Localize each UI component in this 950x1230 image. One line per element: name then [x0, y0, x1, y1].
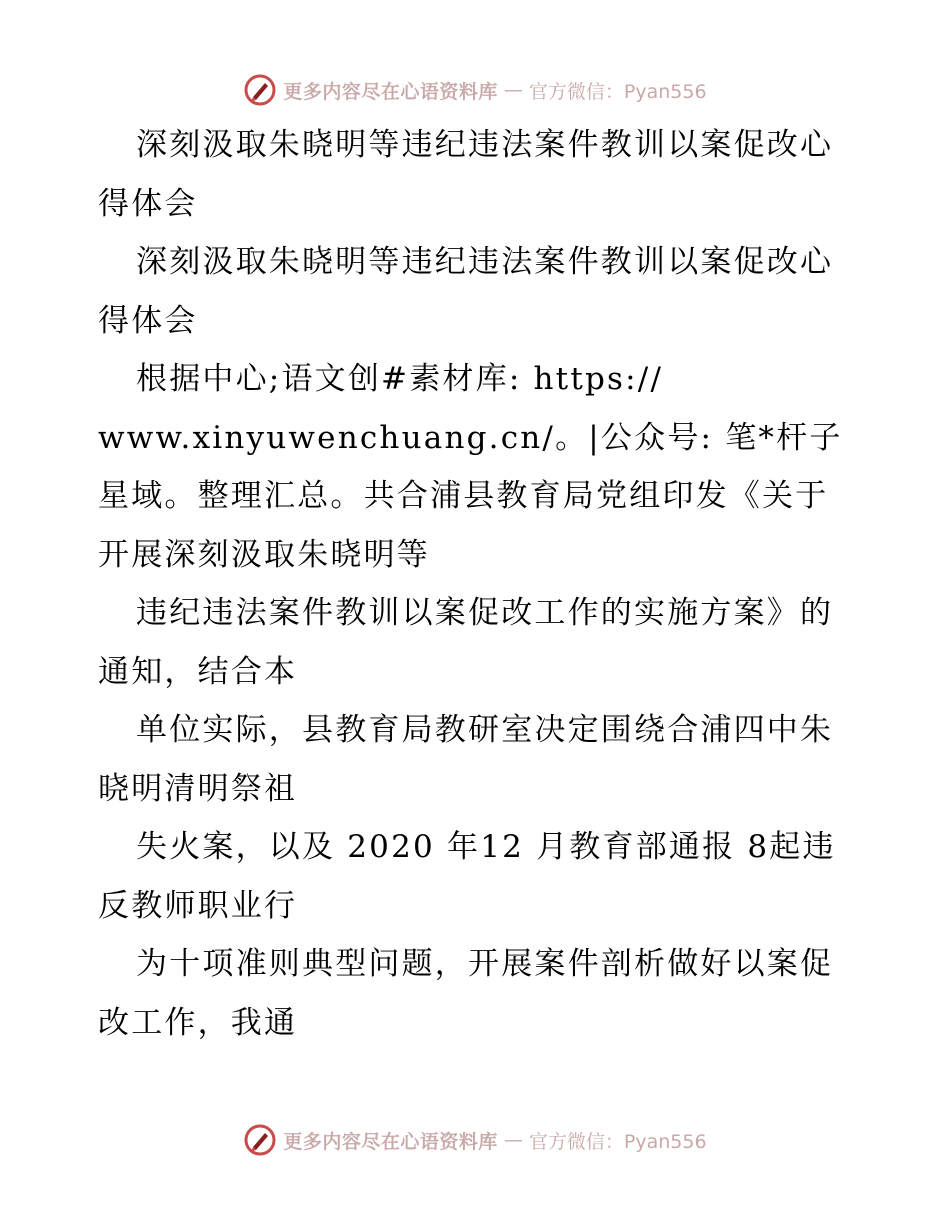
watermark-separator: — [503, 1129, 523, 1151]
pen-circle-icon [243, 73, 277, 107]
document-subtitle: 深刻汲取朱晓明等违纪违法案件教训以案促改心得体会 [98, 244, 834, 339]
paragraph-unit: 单位实际，县教育局教研室决定围绕合浦四中朱晓明清明祭祖 [98, 712, 834, 807]
paragraph-case: 失火案，以及 2020 年12 月教育部通报 8起违反教师职业行 [98, 829, 836, 924]
watermark-separator: — [503, 79, 523, 101]
watermark-brand: 更多内容尽在心语资料库 [283, 1130, 498, 1153]
document-body [98, 116, 858, 1052]
document-title: 深刻汲取朱晓明等违纪违法案件教训以案促改心得体会 [98, 127, 834, 222]
paragraph-source: 根据中心;语文创#素材库: https:// [136, 361, 664, 397]
paragraph-url: www.xinyuwenchuang.cn/。|公众号: 笔*杆子星域。整理汇总。共合浦县教育局党组印发《关于开展深刻汲取朱晓明等 [98, 419, 843, 573]
footer-watermark [0, 1120, 950, 1160]
watermark-brand: 更多内容尽在心语资料库 [283, 80, 498, 103]
paragraph-notice: 违纪违法案件教训以案促改工作的实施方案》的通知，结合本 [98, 595, 834, 690]
paragraph-analysis: 为十项准则典型问题，开展案件剖析做好以案促改工作，我通 [98, 946, 834, 1041]
header-watermark [0, 70, 950, 110]
pen-circle-icon [243, 1123, 277, 1157]
watermark-contact: 官方微信：Pyan556 [528, 80, 707, 103]
watermark-contact: 官方微信：Pyan556 [528, 1130, 707, 1153]
